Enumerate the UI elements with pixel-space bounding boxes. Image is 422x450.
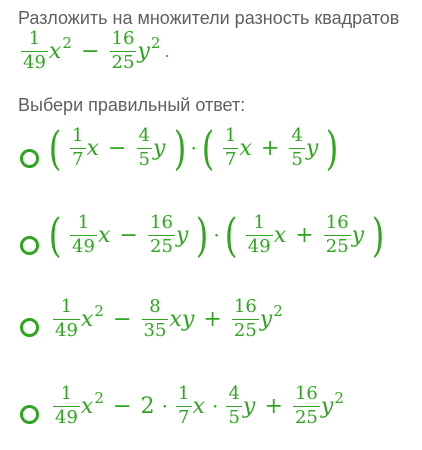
answer-option-3[interactable]: $\frac{1}{49}$ $x^2$ − $\frac{8}{35}$ xy + $\frac{16}{25}$ $y^2$ <box>55 296 283 341</box>
fraction: $\frac{4}{5}$ <box>228 383 240 428</box>
fraction: $\frac{16}{25}$ <box>233 296 257 341</box>
fraction: $\frac{16}{25}$ <box>111 28 135 73</box>
answer-option-4[interactable]: $\frac{1}{49}$ $x^2 - 2$ · $\frac{1}{7}$ x · $\frac{4}{5}$ y + $\frac{16}{25}$ $y^2$ <box>55 383 344 428</box>
fraction: $\frac{1}{7}$ <box>224 124 237 170</box>
radio-option-2[interactable] <box>20 236 39 255</box>
fraction: $\frac{16}{25}$ <box>294 383 318 428</box>
minus-sign: − <box>80 38 100 64</box>
radio-option-4[interactable] <box>20 405 39 424</box>
answer-option-2[interactable]: ( $\frac{1}{49}$ x − $\frac{16}{25}$ y ) · ( $\frac{1}{49}$ x + $\frac{16}{25}$ y ) <box>48 208 385 262</box>
fraction: $\frac{4}{5}$ <box>291 124 303 170</box>
fraction: $\frac{1}{49}$ <box>55 296 78 341</box>
period: . <box>164 41 170 61</box>
variable-y: $y^2$ <box>137 33 161 64</box>
task-line-1: Разложить на множители разность квадратов <box>18 8 400 28</box>
given-expression <box>20 30 169 73</box>
answer-option-1[interactable]: ( $\frac{1}{7}$ x − $\frac{4}{5}$ y ) · ( $\frac{1}{7}$ x + $\frac{4}{5}$ y ) <box>48 121 339 175</box>
fraction: $\frac{1}{7}$ <box>72 124 84 170</box>
fraction: $\frac{1}{49}$ <box>23 28 46 73</box>
fraction: $\frac{4}{5}$ <box>138 124 150 170</box>
task-statement <box>18 8 399 28</box>
fraction: $\frac{16}{25}$ <box>150 211 173 257</box>
radio-option-1[interactable] <box>20 149 39 168</box>
fraction: $\frac{1}{49}$ <box>247 211 271 257</box>
fraction: $\frac{16}{25}$ <box>325 211 349 257</box>
radio-option-3[interactable] <box>20 318 39 337</box>
fraction: $\frac{1}{49}$ <box>72 211 95 257</box>
variable-x: $x^2$ <box>48 33 72 64</box>
answer-prompt: Выбери правильный ответ: <box>18 95 246 115</box>
fraction: $\frac{1}{7}$ <box>178 383 190 428</box>
fraction: $\frac{8}{35}$ <box>143 296 167 341</box>
fraction: $\frac{1}{49}$ <box>55 383 78 428</box>
